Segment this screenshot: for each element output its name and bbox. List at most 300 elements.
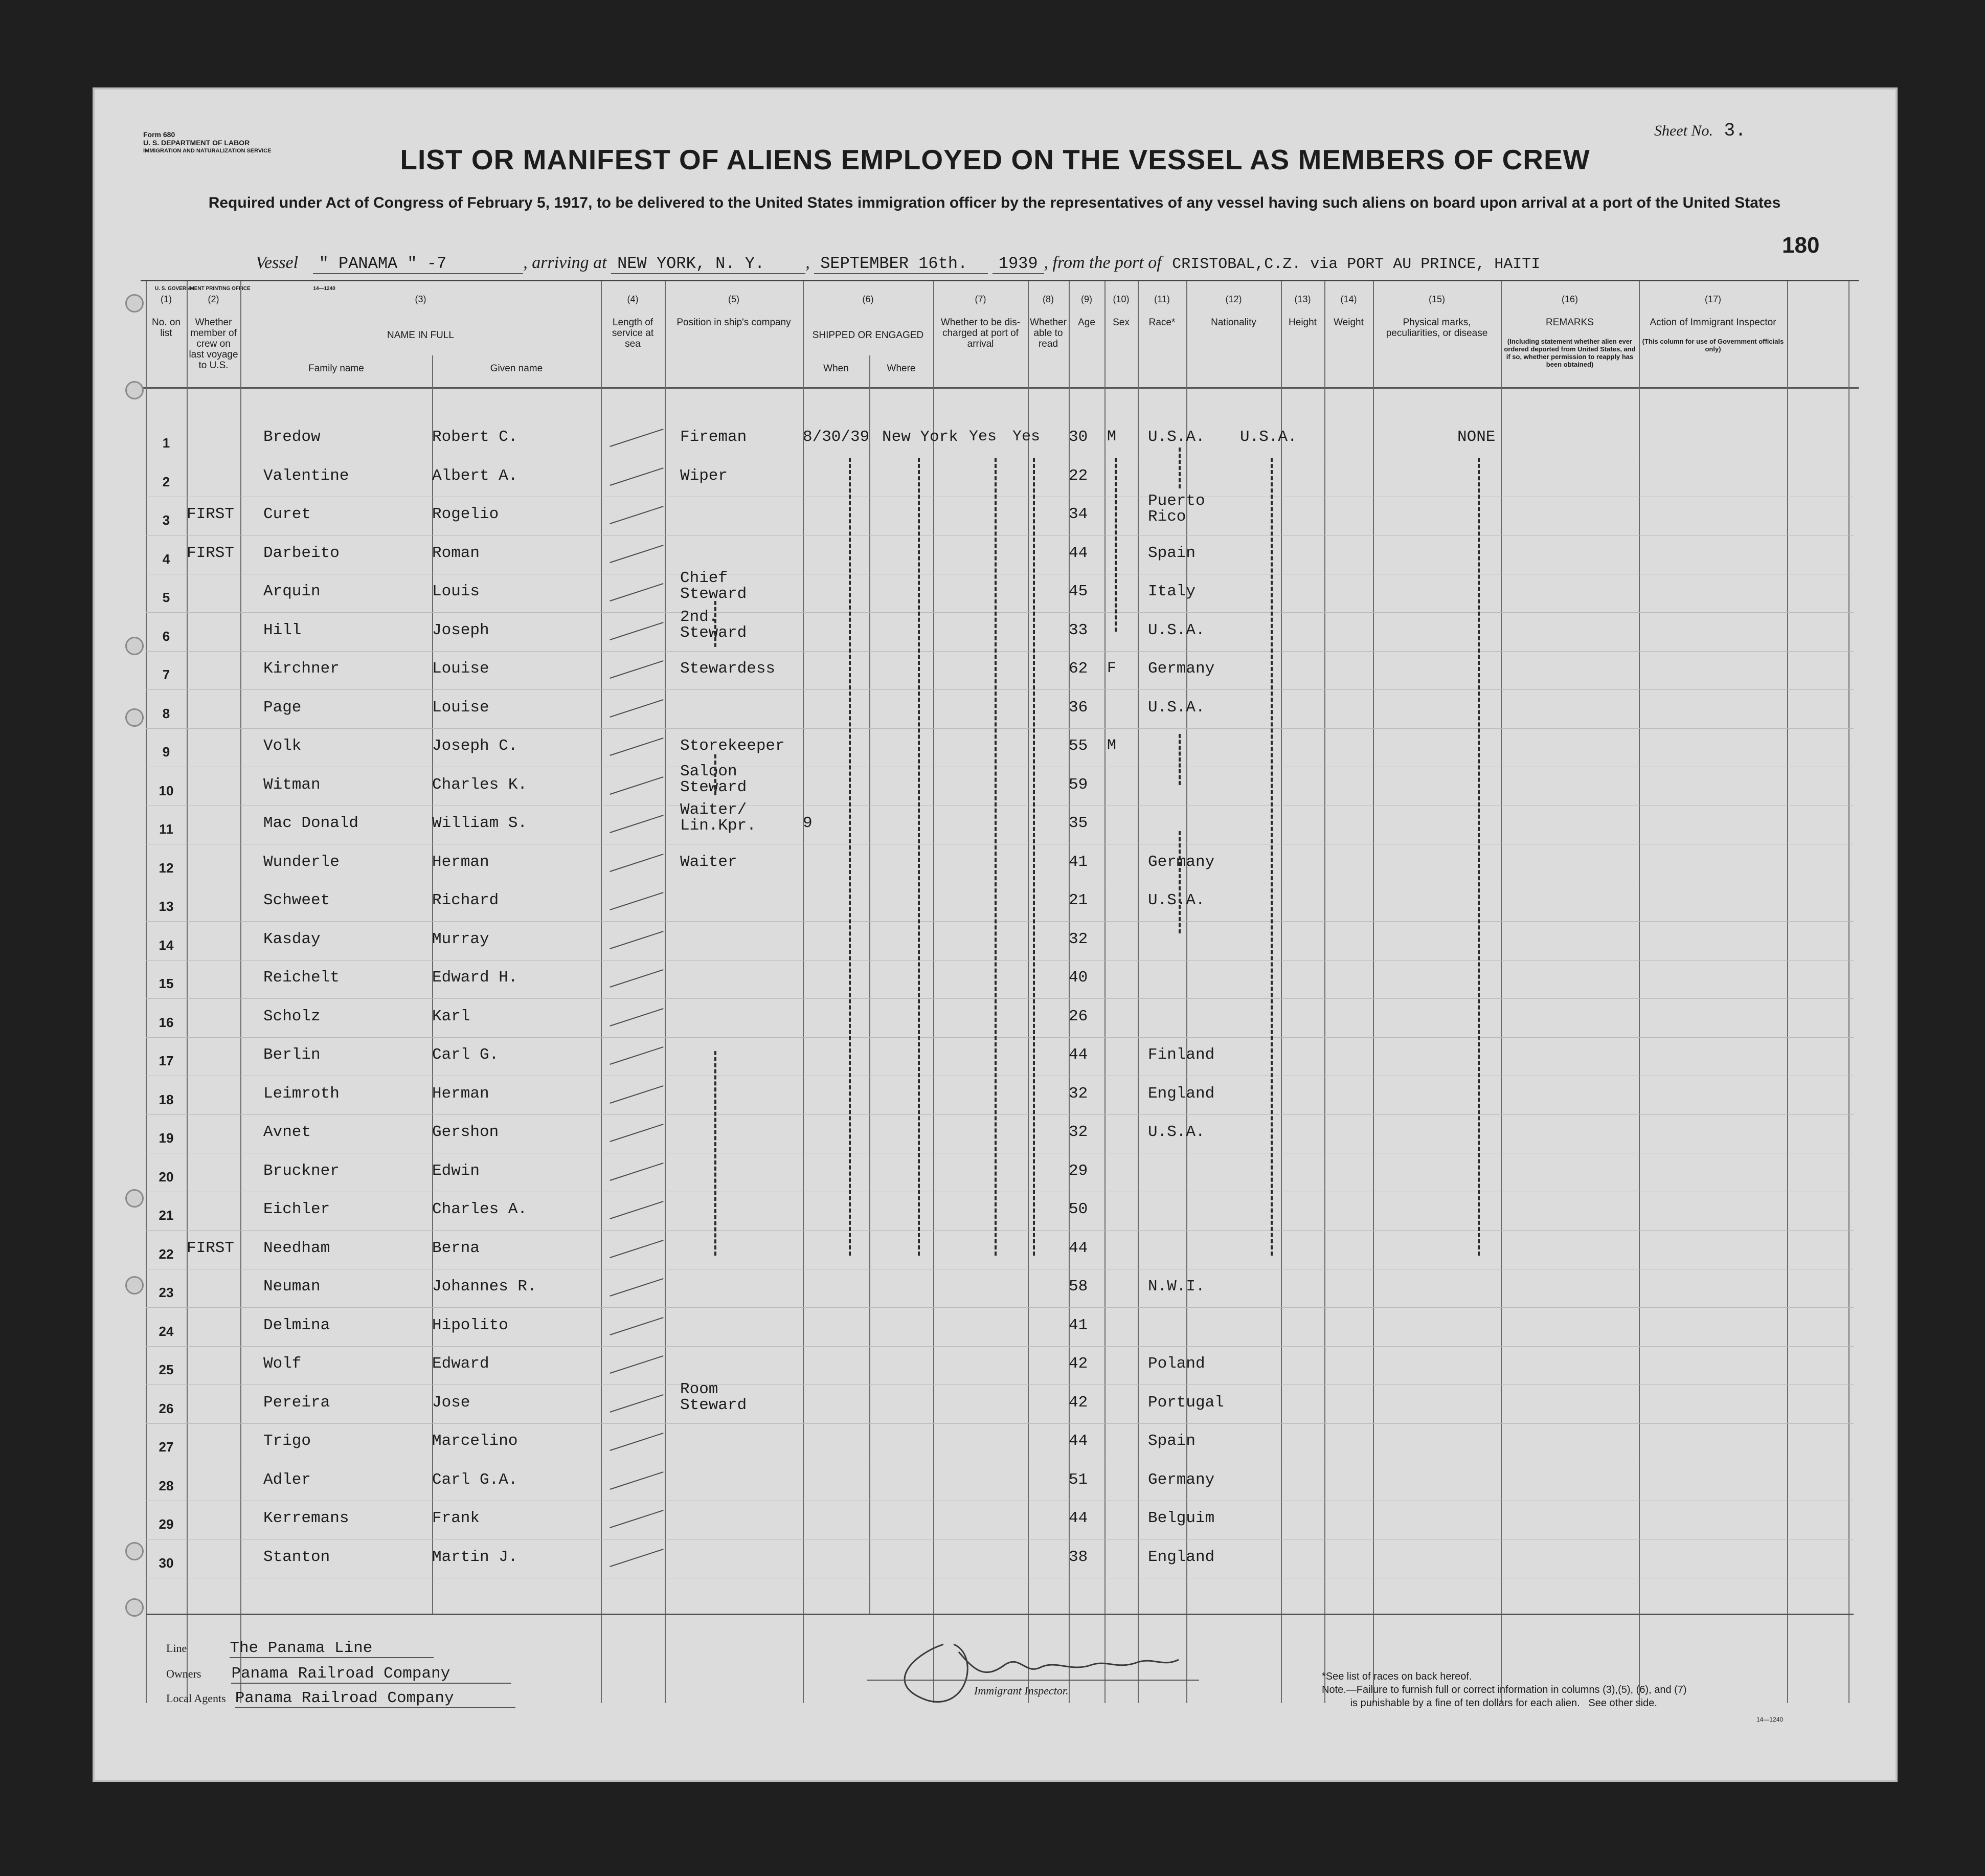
column-header: Whether member of crew on last voyage to U.S.	[189, 317, 238, 371]
row-family: Witman	[263, 775, 321, 794]
row-number: 1	[162, 435, 170, 451]
row-number: 19	[159, 1130, 174, 1146]
punch-hole	[125, 1542, 144, 1560]
column-divider	[1028, 281, 1029, 1703]
signature-caption: Immigrant Inspector.	[974, 1684, 1069, 1697]
row-given: William S.	[432, 814, 528, 832]
column-number: (1)	[161, 294, 172, 304]
column-divider	[1501, 281, 1502, 1703]
column-header: Length of service at sea	[612, 317, 654, 349]
row-family: Arquin	[263, 583, 321, 600]
column-divider	[665, 281, 666, 1703]
owners-label: Owners	[166, 1667, 201, 1680]
row-last: FIRST	[187, 1239, 235, 1257]
row-family: Bruckner	[263, 1162, 340, 1180]
row-given: Richard	[432, 891, 499, 909]
row-race: U.S.A.	[1148, 698, 1205, 717]
row-number: 11	[159, 821, 173, 837]
column-header: REMARKS	[1546, 317, 1594, 328]
row-rule	[146, 1230, 1854, 1231]
row-age: 51	[1069, 1470, 1088, 1489]
row-race: Puerto Rico	[1148, 492, 1205, 526]
column-subheader: When	[823, 363, 849, 374]
service-mark	[610, 815, 663, 833]
row-given: Hipolito	[432, 1316, 508, 1334]
arriving-label: , arriving at	[523, 253, 607, 272]
row-number: 4	[162, 551, 170, 567]
row-age: 58	[1069, 1278, 1088, 1296]
service-mark	[610, 738, 663, 756]
vessel-label: Vessel	[256, 253, 299, 272]
row-number: 5	[162, 590, 170, 605]
ditto-mark	[1271, 458, 1273, 1256]
column-number: (13)	[1294, 294, 1311, 304]
column-header: Nationality	[1211, 317, 1256, 328]
row-number: 21	[159, 1208, 174, 1223]
row-age: 26	[1069, 1007, 1088, 1025]
line-value: The Panama Line	[230, 1639, 434, 1658]
row-number: 27	[159, 1439, 174, 1455]
row-number: 6	[162, 628, 170, 644]
service-mark	[610, 1046, 663, 1065]
row-number: 23	[159, 1285, 174, 1300]
column-number: (12)	[1225, 294, 1242, 304]
row-given: Robert C.	[432, 428, 518, 446]
row-age: 41	[1069, 853, 1088, 871]
row-age: 44	[1069, 1046, 1088, 1064]
service-mark	[610, 1278, 663, 1297]
punch-hole	[125, 1189, 144, 1208]
row-position: Wiper	[680, 466, 728, 485]
ditto-mark	[714, 754, 716, 795]
row-sex: M	[1107, 737, 1117, 754]
column-note: (This column for use of Government officials only)	[1642, 338, 1784, 353]
row-race: U.S.A.	[1148, 891, 1205, 909]
row-age: 45	[1069, 583, 1088, 600]
row-rule	[146, 1114, 1854, 1115]
row-number: 15	[159, 976, 174, 991]
column-divider	[933, 281, 934, 1703]
row-given: Rogelio	[432, 505, 499, 523]
page-number: 180	[1782, 233, 1820, 258]
row-sex: M	[1107, 428, 1117, 445]
row-family: Neuman	[263, 1278, 321, 1296]
column-header: NAME IN FULL	[387, 330, 454, 341]
column-number: (7)	[975, 294, 986, 304]
arrival-date: SEPTEMBER 16th.	[814, 254, 988, 274]
printing-office	[155, 285, 335, 293]
column-header: Height	[1289, 317, 1317, 328]
agents-value: Panama Railroad Company	[235, 1689, 515, 1708]
punch-hole	[125, 1276, 144, 1294]
arrival-year: 1939	[992, 254, 1044, 274]
row-age: 55	[1069, 737, 1088, 755]
column-divider	[1373, 281, 1374, 1703]
column-number: (8)	[1043, 294, 1054, 304]
column-divider	[1848, 281, 1849, 1703]
row-family: Page	[263, 698, 302, 717]
row-age: 32	[1069, 930, 1088, 948]
row-family: Pereira	[263, 1393, 330, 1412]
column-divider	[1138, 281, 1139, 1703]
row-rule	[146, 1307, 1854, 1308]
column-subheader: Family name	[308, 363, 364, 374]
row-last: FIRST	[187, 505, 235, 523]
row-family: Needham	[263, 1239, 330, 1257]
owners-value: Panama Railroad Company	[231, 1665, 511, 1684]
row-rule	[146, 960, 1854, 961]
page-title: LIST OR MANIFEST OF ALIENS EMPLOYED ON THE VESSEL AS MEMBERS OF CREW	[400, 144, 1590, 175]
ditto-mark	[1478, 458, 1480, 1256]
column-divider	[1639, 281, 1640, 1703]
punch-hole	[125, 708, 144, 727]
service-mark	[610, 660, 663, 679]
punch-hole	[125, 381, 144, 399]
ditto-mark	[1179, 831, 1181, 933]
row-given: Edward H.	[432, 969, 518, 987]
row-position: Stewardess	[680, 660, 776, 678]
row-age: 33	[1069, 621, 1088, 639]
row-given: Louise	[432, 698, 489, 717]
column-divider	[601, 281, 602, 1703]
column-number: (6)	[862, 294, 874, 304]
row-race: Spain	[1148, 1432, 1196, 1450]
row-given: Karl	[432, 1007, 470, 1025]
footer-note: *See list of races on back hereof. Note.—Failure to furnish full or correct information in columns (3),(5), (6), and (7) is punishable by a fine of ten dollars for each alien. See other side.	[1322, 1671, 1687, 1709]
row-number: 24	[159, 1323, 174, 1339]
row-age: 44	[1069, 544, 1088, 562]
page-subtitle: Required under Act of Congress of February 5, 1917, to be delivered to the United States immigration officer by the representatives of any vessel having such aliens on board upon arrival at a port of the United States	[208, 194, 1781, 211]
row-number: 18	[159, 1091, 174, 1107]
row-race: U.S.A.	[1148, 1123, 1205, 1141]
row-given: Edwin	[432, 1162, 480, 1180]
row-position: Waiter	[680, 853, 737, 871]
row-number: 25	[159, 1362, 174, 1377]
row-family: Kerremans	[263, 1509, 349, 1527]
row-given: Charles A.	[432, 1200, 528, 1218]
row-number: 3	[162, 512, 170, 528]
column-header: Sex	[1113, 317, 1130, 328]
ditto-mark	[1179, 734, 1181, 785]
service-mark	[610, 545, 663, 563]
row-rule	[146, 1384, 1854, 1385]
line-label: Line	[166, 1642, 187, 1655]
ditto-mark	[714, 601, 716, 647]
service-mark	[610, 699, 663, 718]
row-number: 17	[159, 1053, 174, 1068]
row-number: 7	[162, 667, 170, 682]
row-given: Jose	[432, 1393, 470, 1412]
service-mark	[610, 1240, 663, 1258]
row-number: 26	[159, 1400, 174, 1416]
row-family: Mac Donald	[263, 814, 359, 832]
row-age: 35	[1069, 814, 1088, 832]
ditto-mark	[714, 1051, 716, 1256]
row-race: England	[1148, 1548, 1215, 1566]
row-given: Albert A.	[432, 466, 518, 485]
ditto-mark	[995, 458, 997, 1256]
row-number: 13	[159, 899, 174, 914]
column-divider	[803, 281, 804, 1703]
row-read: Yes	[1012, 428, 1041, 445]
column-number: (3)	[415, 294, 426, 304]
row-number: 20	[159, 1169, 174, 1185]
row-given: Murray	[432, 930, 489, 948]
row-family: Berlin	[263, 1046, 321, 1064]
service-mark	[610, 429, 663, 447]
row-race: U.S.A.	[1148, 621, 1205, 639]
row-race: England	[1148, 1084, 1215, 1103]
row-given: Louis	[432, 583, 480, 600]
punch-hole	[125, 1598, 144, 1617]
row-family: Darbeito	[263, 544, 340, 562]
sheet-label: Sheet No.	[1654, 122, 1713, 139]
ditto-mark	[1179, 448, 1181, 488]
column-divider	[1104, 281, 1106, 1703]
row-age: 38	[1069, 1548, 1088, 1566]
manifest-sheet	[95, 90, 1896, 1780]
row-family: Schweet	[263, 891, 330, 909]
row-family: Kirchner	[263, 660, 340, 678]
row-given: Johannes R.	[432, 1278, 537, 1296]
service-mark	[610, 583, 663, 601]
row-rule	[146, 651, 1854, 652]
from-label: , from the port of	[1044, 253, 1162, 272]
row-race: Germany	[1148, 1470, 1215, 1489]
row-race: Germany	[1148, 853, 1215, 871]
column-subheader: Given name	[490, 363, 543, 374]
printing-code: 14—1240	[313, 286, 335, 292]
column-header: Race*	[1148, 317, 1176, 328]
agents-label: Local Agents	[166, 1692, 226, 1705]
vessel-name: " PANAMA " -7	[313, 254, 524, 274]
service-mark	[610, 1124, 663, 1142]
service-mark	[610, 467, 663, 486]
row-age: 29	[1069, 1162, 1088, 1180]
row-family: Avnet	[263, 1123, 311, 1141]
sheet-value: 3.	[1724, 120, 1746, 141]
ditto-mark	[918, 458, 920, 1256]
row-family: Wolf	[263, 1355, 302, 1373]
service-mark	[610, 776, 663, 795]
row-family: Scholz	[263, 1007, 321, 1025]
row-age: 21	[1069, 891, 1088, 909]
column-divider	[1281, 281, 1282, 1703]
row-family: Eichler	[263, 1200, 330, 1218]
row-age: 44	[1069, 1509, 1088, 1527]
row-given: Joseph	[432, 621, 489, 639]
row-given: Frank	[432, 1509, 480, 1527]
row-given: Edward	[432, 1355, 489, 1373]
column-divider	[1787, 281, 1788, 1703]
row-rule	[146, 689, 1854, 690]
row-position: Room Steward	[680, 1380, 747, 1414]
sheet-number	[1654, 120, 1746, 141]
row-age: 30	[1069, 428, 1088, 446]
service-mark	[610, 892, 663, 910]
column-number: (4)	[627, 294, 639, 304]
table-header-rule	[141, 387, 1859, 389]
row-age: 32	[1069, 1123, 1088, 1141]
row-position: Saloon Steward	[680, 762, 747, 796]
column-header: Physical marks, peculiarities, or disease	[1386, 317, 1488, 339]
row-race: Poland	[1148, 1355, 1205, 1373]
row-number: 14	[159, 937, 174, 953]
row-family: Reichelt	[263, 969, 340, 987]
service-mark	[610, 506, 663, 524]
row-age: 62	[1069, 660, 1088, 678]
column-divider	[187, 281, 188, 1703]
service-mark	[610, 1201, 663, 1219]
service-name: IMMIGRATION AND NATURALIZATION SERVICE	[143, 148, 272, 154]
row-race: Spain	[1148, 544, 1196, 562]
row-family: Curet	[263, 505, 311, 523]
column-header: SHIPPED OR ENGAGED	[812, 330, 924, 341]
column-subheader: Where	[887, 363, 916, 374]
arrival-port: NEW YORK, N. Y.	[611, 254, 805, 274]
punch-hole	[125, 637, 144, 655]
row-age: 59	[1069, 775, 1088, 794]
column-number: (14)	[1340, 294, 1357, 304]
row-family: Trigo	[263, 1432, 311, 1450]
service-mark	[610, 622, 663, 640]
column-number: (16)	[1561, 294, 1578, 304]
column-number: (15)	[1428, 294, 1445, 304]
vessel-line: Vessel " PANAMA " -7 , arriving at NEW YORK, N. Y. , SEPTEMBER 16th. 1939 , from the port of CRISTOBAL,C.Z. via PORT AU PRINCE, HAITI	[256, 253, 1546, 273]
column-header: Age	[1078, 317, 1095, 328]
row-family: Delmina	[263, 1316, 330, 1334]
row-race: Portugal	[1148, 1393, 1224, 1412]
row-given: Louise	[432, 660, 489, 678]
column-number: (9)	[1081, 294, 1092, 304]
row-when: 9	[803, 814, 813, 832]
row-family: Valentine	[263, 466, 349, 485]
row-family: Kasday	[263, 930, 321, 948]
row-given: Carl G.A.	[432, 1470, 518, 1489]
row-number: 28	[159, 1478, 174, 1493]
row-age: 44	[1069, 1239, 1088, 1257]
service-mark	[610, 1471, 663, 1490]
row-sex: F	[1107, 660, 1117, 677]
row-family: Adler	[263, 1470, 311, 1489]
service-mark	[610, 1394, 663, 1413]
row-number: 2	[162, 474, 170, 489]
row-family: Hill	[263, 621, 302, 639]
shipped-subdivider	[869, 355, 870, 1614]
row-position: Chief Steward	[680, 569, 747, 603]
row-number: 29	[159, 1516, 174, 1532]
row-number: 12	[159, 860, 174, 876]
row-age: 44	[1069, 1432, 1088, 1450]
row-given: Roman	[432, 544, 480, 562]
row-number: 30	[159, 1555, 174, 1571]
row-rule	[146, 1037, 1854, 1038]
row-age: 22	[1069, 466, 1088, 485]
row-given: Marcelino	[432, 1432, 518, 1450]
row-given: Berna	[432, 1239, 480, 1257]
column-number: (11)	[1154, 294, 1170, 304]
row-age: 34	[1069, 505, 1088, 523]
service-mark	[610, 1085, 663, 1104]
row-rule	[146, 1423, 1854, 1424]
form-code: 14—1240	[1756, 1716, 1784, 1723]
row-number: 9	[162, 744, 170, 760]
column-divider	[1324, 281, 1325, 1703]
row-number: 10	[159, 783, 174, 798]
row-family: Volk	[263, 737, 302, 755]
table-bottom-rule	[146, 1614, 1854, 1615]
row-number: 22	[159, 1246, 174, 1262]
row-position: Waiter/ Lin.Kpr.	[680, 801, 756, 835]
row-position: Storekeeper	[680, 737, 785, 755]
row-number: 16	[159, 1014, 174, 1030]
row-position: Fireman	[680, 428, 747, 446]
ditto-mark	[1115, 458, 1117, 632]
service-mark	[610, 1317, 663, 1335]
service-mark	[610, 931, 663, 949]
table-top-rule	[141, 280, 1859, 281]
service-mark	[610, 969, 663, 988]
ditto-mark	[1033, 458, 1035, 1256]
row-race: Italy	[1148, 583, 1196, 600]
row-age: 36	[1069, 698, 1088, 717]
printing-office-name: U. S. GOVERNMENT PRINTING OFFICE	[155, 286, 251, 292]
row-family: Stanton	[263, 1548, 330, 1566]
row-age: 40	[1069, 969, 1088, 987]
column-header: Whether able to read	[1030, 317, 1067, 349]
row-given: Herman	[432, 1084, 489, 1103]
row-race: Belguim	[1148, 1509, 1215, 1527]
row-race: Finland	[1148, 1046, 1215, 1064]
row-given: Charles K.	[432, 775, 528, 794]
column-header: Weight	[1334, 317, 1364, 328]
service-mark	[610, 1433, 663, 1451]
row-when: 8/30/39	[803, 428, 870, 446]
footer-owners	[166, 1665, 511, 1683]
row-race: U.S.A.	[1148, 428, 1205, 446]
departure-port: CRISTOBAL,C.Z. via PORT AU PRINCE, HAITI	[1172, 256, 1541, 273]
row-rule	[146, 728, 1854, 729]
column-header: Action of Immigrant Inspector	[1650, 317, 1776, 328]
form-number: Form 680	[143, 130, 175, 139]
service-mark	[610, 1008, 663, 1026]
inspector-signature	[851, 1624, 1250, 1711]
column-divider	[1069, 281, 1070, 1703]
row-discharged: Yes	[969, 428, 997, 445]
footer-agents	[166, 1689, 515, 1707]
ditto-mark	[849, 458, 851, 1256]
row-where: New York	[882, 428, 958, 446]
column-number: (5)	[728, 294, 739, 304]
department-name: U. S. DEPARTMENT OF LABOR	[143, 139, 250, 147]
service-mark	[610, 1549, 663, 1567]
row-race: N.W.I.	[1148, 1278, 1205, 1296]
column-header: Position in ship's company	[676, 317, 791, 328]
row-given: Herman	[432, 853, 489, 871]
column-divider	[240, 281, 241, 1703]
row-rule	[146, 1346, 1854, 1347]
row-age: 42	[1069, 1355, 1088, 1373]
row-given: Martin J.	[432, 1548, 518, 1566]
column-header: No. on list	[152, 317, 181, 339]
row-given: Gershon	[432, 1123, 499, 1141]
row-number: 8	[162, 705, 170, 721]
column-number: (2)	[208, 294, 219, 304]
row-marks: NONE	[1457, 428, 1496, 446]
column-note: (Including statement whether alien ever ordered deported from United States, and if so, whether permission to reapply has been obtained)	[1504, 338, 1636, 368]
punch-hole	[125, 294, 144, 312]
row-family: Wunderle	[263, 853, 340, 871]
